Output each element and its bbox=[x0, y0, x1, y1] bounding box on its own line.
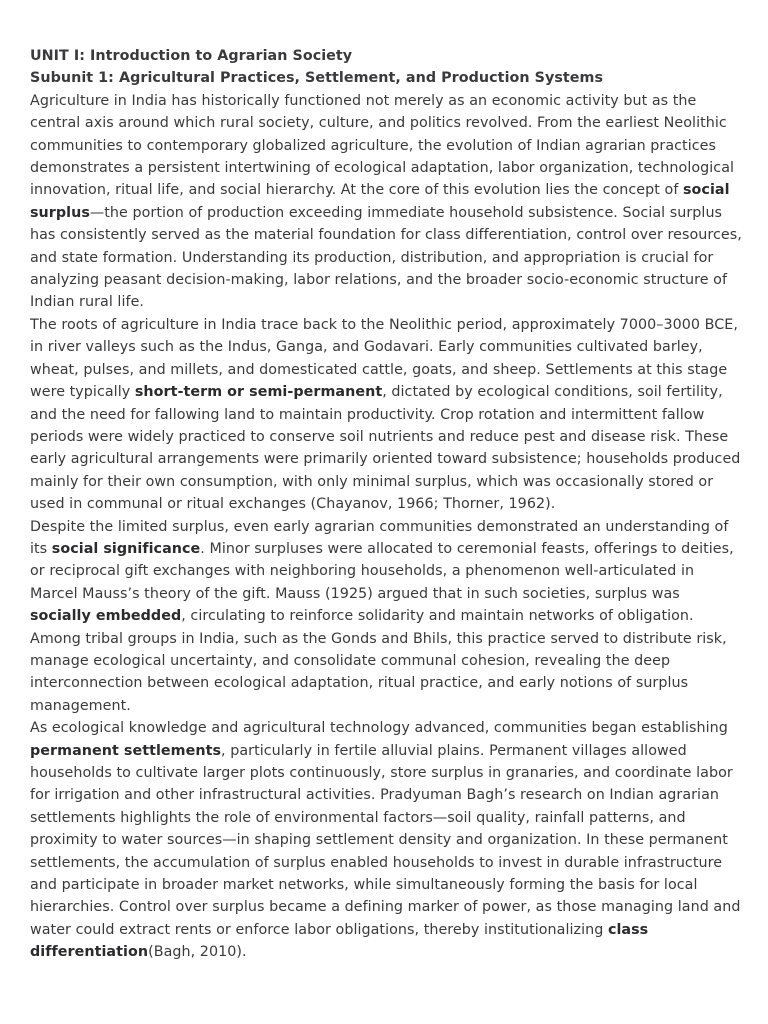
paragraph-2-text-c: , dictated by ecological conditions, soil fertility, and the need for fallowing land to maintain productivity. Crop rotation and intermittent fallow periods were widely practiced to conserve soil nutrients and reduce pest and disease risk. These early agricultural arrangements were primarily oriented toward subsistence; households produced mainly for their own consumption, with only minimal surplus, which was occasionally stored or used in communal or ritual exchanges (Chayanov, 1966; Thorner, 1962). bbox=[30, 384, 741, 513]
paragraph-2-text-a: The roots of agriculture in India trace back to the Neolithic period, approximately 7000–3000 BCE, in river valleys such as the Indus, Ganga, and Godavari. Early communities cultivated barley, wheat, pulses, and millets, and domesticated cattle, goats, and sheep. Settlements at this stage were typically bbox=[30, 316, 738, 401]
paragraph-4-text-c: , particularly in fertile alluvial plains. Permanent villages allowed households to cultivate larger plots continuously, store surplus in granaries, and coordinate labor for irrigation and other infrastructural activities. Pradyuman Bagh’s research on Indian agrarian settlements highlights the role of environmental factors—soil quality, rainfall patterns, and proximity to water sources—in shaping settlement density and organization. In these permanent settlements, the accumulation of surplus enabled households to invest in durable infrastructure and participate in broader market networks, while simultaneously forming the basis for local hierarchies. Control over surplus became a defining marker of power, as those managing land and water could extract rents or enforce labor obligations, thereby institutionalizing bbox=[30, 742, 741, 938]
bold-term-permanent-settlements: permanent settlements bbox=[30, 742, 222, 759]
paragraph-3 bbox=[30, 516, 742, 718]
unit-title: UNIT I: Introduction to Agrarian Society bbox=[30, 48, 353, 64]
paragraph-1-text-a: Agriculture in India has historically functioned not merely as an economic activity but as the central axis around which rural society, culture, and politics revolved. From the earliest Neolithic communities to contemporary globalized agriculture, the evolution of Indian agrarian practices demonstrates a persistent intertwining of ecological adaptation, labor organization, technological innovation, ritual life, and social hierarchy. At the core of this evolution lies the concept of bbox=[30, 92, 735, 199]
bold-term-social-significance: social significance bbox=[51, 540, 201, 557]
bold-term-short-term: short-term or semi-permanent bbox=[134, 384, 383, 401]
paragraph-3-text-d: , circulating to reinforce solidarity and maintain networks of obligation. Among tribal groups in India, such as the Gonds and Bhils, this practice served to distribute risk, manage ecological uncertainty, and consolidate communal cohesion, revealing the deep interconnection between ecological adaptation, ritual practice, and early notions of surplus management. bbox=[30, 608, 727, 714]
paragraph-4-text-d: (Bagh, 2010). bbox=[148, 944, 247, 961]
subunit-title: Subunit 1: Agricultural Practices, Settlement, and Production Systems bbox=[30, 70, 604, 87]
paragraph-3-text-a: Despite the limited surplus, even early agrarian communities demonstrated an understanding of its bbox=[30, 518, 729, 557]
paragraph-2 bbox=[30, 314, 742, 516]
bold-term-social-surplus: social surplus bbox=[30, 182, 730, 221]
bold-term-socially-embedded: socially embedded bbox=[30, 608, 182, 625]
paragraph-3-text-c: . Minor surpluses were allocated to ceremonial feasts, offerings to deities, or reciprocal gift exchanges with neighboring households, a phenomenon well-articulated in Marcel Mauss’s theory of the gift. Mauss (1925) argued that in such societies, surplus was bbox=[30, 540, 734, 602]
paragraph-4-text-a: As ecological knowledge and agricultural technology advanced, communities began establishing bbox=[30, 720, 728, 737]
paragraph-4 bbox=[30, 717, 742, 963]
paragraph-1-text-c: —the portion of production exceeding immediate household subsistence. Social surplus has consistently served as the material foundation for class differentiation, control over resources, and state formation. Understanding its production, distribution, and appropriation is crucial for analyzing peasant decision-making, labor relations, and the broader socio-economic structure of Indian rural life. bbox=[30, 204, 742, 311]
document-page bbox=[30, 45, 742, 964]
bold-term-class-differentiation: class differentiation bbox=[30, 921, 649, 961]
paragraph-1 bbox=[30, 90, 742, 314]
